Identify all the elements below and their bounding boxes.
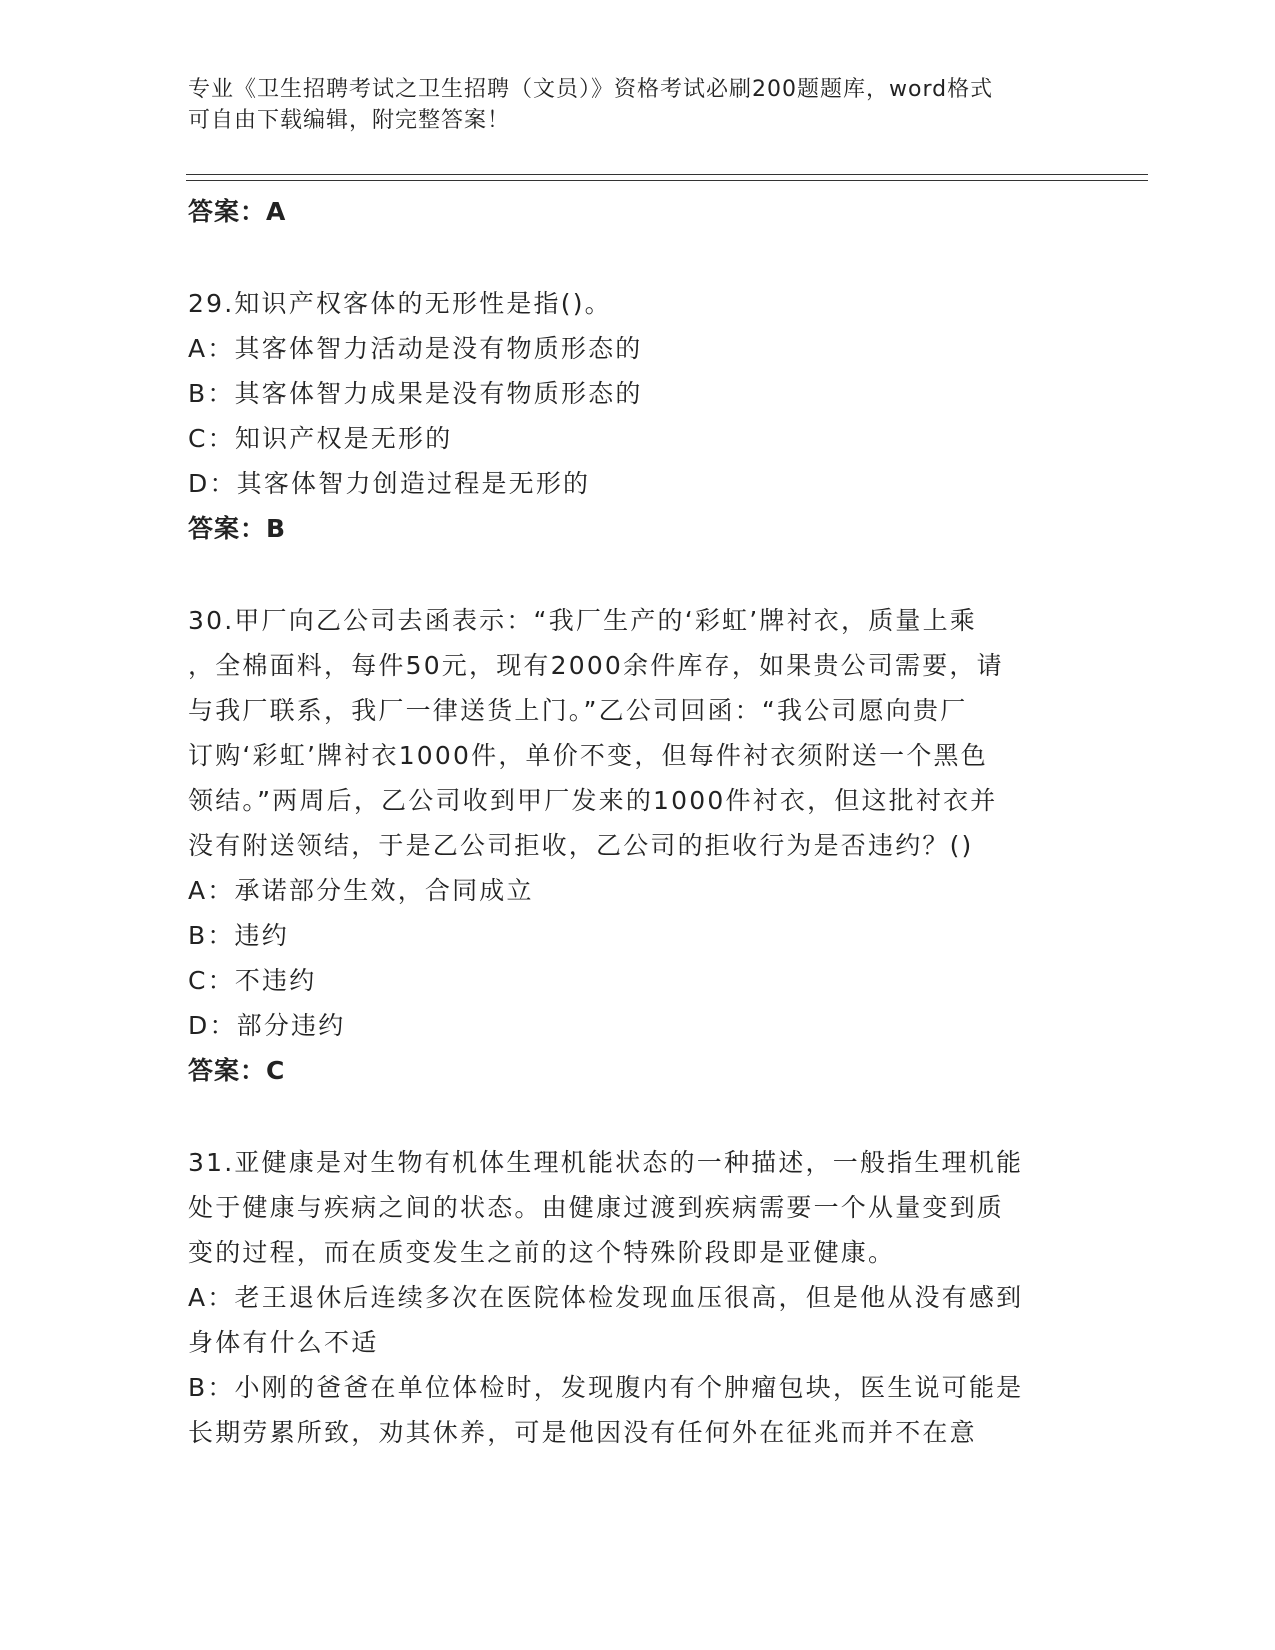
page-header: 专业《卫生招聘考试之卫生招聘（文员）》资格考试必刷200题题库，word格式 可自由下载编辑，附完整答案！ <box>188 77 994 133</box>
option-d: D：其客体智力创造过程是无形的 <box>188 469 591 498</box>
option-c: C：不违约 <box>188 966 317 995</box>
option-b: B：违约 <box>188 921 289 950</box>
option-b: B：其客体智力成果是没有物质形态的 <box>188 379 643 408</box>
spacer <box>188 234 1078 281</box>
question-stem-line: 变的过程，而在质变发生之前的这个特殊阶段即是亚健康。 <box>188 1238 896 1267</box>
question-stem-line: 30.甲厂向乙公司去函表示：“我厂生产的‘彩虹’牌衬衣，质量上乘 <box>188 606 978 635</box>
option-a: A：承诺部分生效，合同成立 <box>188 876 534 905</box>
question-stem-line: 与我厂联系，我厂一律送货上门。”乙公司回函：“我公司愿向贵厂 <box>188 696 968 725</box>
question-stem-line: ，全棉面料，每件50元，现有2000余件库存，如果贵公司需要，请 <box>188 651 1004 680</box>
question-stem-line: 31.亚健康是对生物有机体生理机能状态的一种描述，一般指生理机能 <box>188 1148 1024 1177</box>
question-stem: 29.知识产权客体的无形性是指()。 <box>188 289 612 318</box>
option-b-line: B：小刚的爸爸在单位体检时，发现腹内有个肿瘤包块，医生说可能是 <box>188 1373 1024 1402</box>
question-stem-line: 领结。”两周后，乙公司收到甲厂发来的1000件衬衣，但这批衬衣并 <box>188 786 998 815</box>
option-b-line: 长期劳累所致，劝其休养，可是他因没有任何外在征兆而并不在意 <box>188 1418 977 1447</box>
option-a-line: A：老王退休后连续多次在医院体检发现血压很高，但是他从没有感到 <box>188 1283 1024 1312</box>
spacer <box>188 551 1078 598</box>
option-a: A：其客体智力活动是没有物质形态的 <box>188 334 643 363</box>
question-stem-line: 订购‘彩虹’牌衬衣1000件，单价不变，但每件衬衣须附送一个黑色 <box>188 741 988 770</box>
document-body <box>188 189 1078 1455</box>
question-30 <box>188 598 1078 1093</box>
question-29 <box>188 281 1078 551</box>
header-rule-top <box>186 174 1148 175</box>
option-a-line: 身体有什么不适 <box>188 1328 379 1357</box>
question-answer: 答案：C <box>188 1056 286 1085</box>
option-d: D：部分违约 <box>188 1011 346 1040</box>
option-c: C：知识产权是无形的 <box>188 424 453 453</box>
question-stem-line: 处于健康与疾病之间的状态。由健康过渡到疾病需要一个从量变到质 <box>188 1193 1005 1222</box>
question-answer: 答案：B <box>188 514 287 543</box>
previous-answer: 答案：A <box>188 197 287 226</box>
header-rule-bottom <box>186 180 1148 181</box>
spacer <box>188 1093 1078 1140</box>
question-31 <box>188 1140 1078 1455</box>
question-stem-line: 没有附送领结，于是乙公司拒收，乙公司的拒收行为是否违约？() <box>188 831 974 860</box>
